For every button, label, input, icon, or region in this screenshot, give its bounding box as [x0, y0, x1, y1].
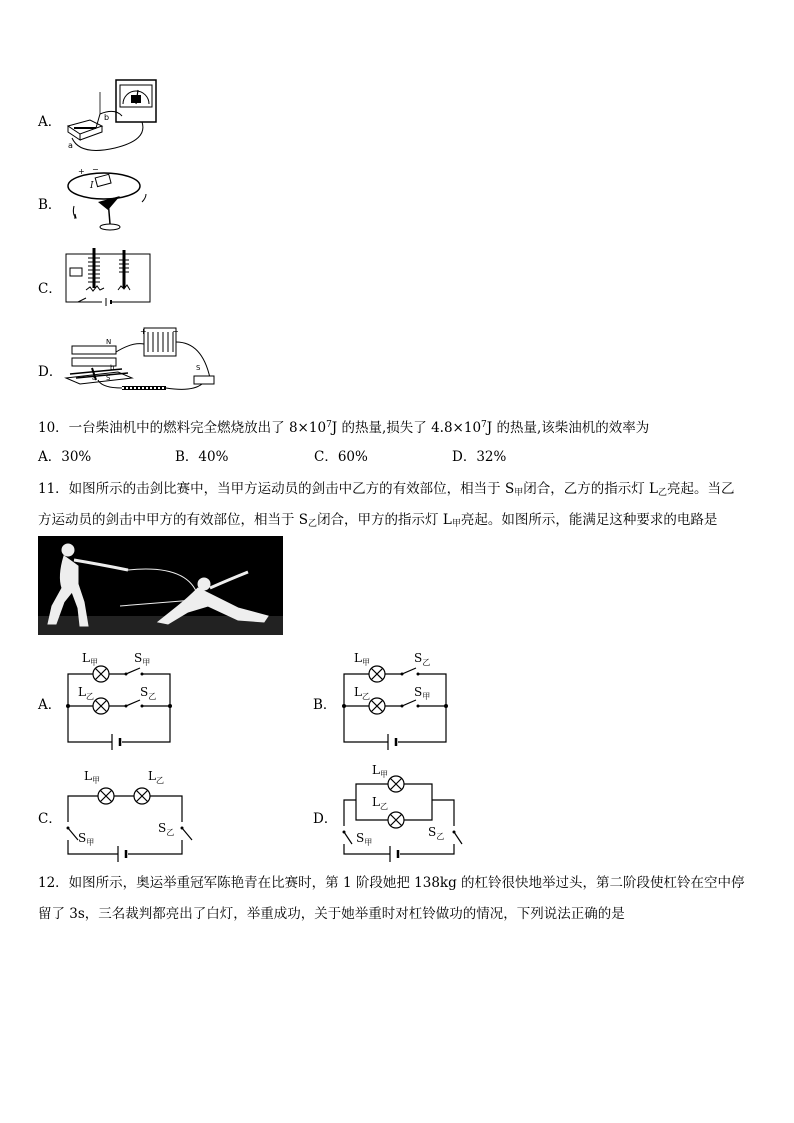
q10-stem: 10．一台柴油机中的燃料完全燃烧放出了 $8\times 10^7J$ 的热量,损失了 $4.8\times 10^7J$ 的热量,该柴油机的效率为: [38, 420, 650, 436]
c-S1: S: [78, 831, 87, 845]
svg-text:S甲: [78, 831, 94, 847]
a-L2: L: [78, 685, 86, 699]
q11-option-c-label: C．: [38, 811, 62, 827]
d-L2-sub: 乙: [379, 802, 388, 811]
fencing-photo: [38, 536, 283, 635]
q12-stem-line1: 12．如图所示，奥运举重冠军陈艳青在比赛时，第 1 阶段她把 138kg 的杠铃很快地举过头，第二阶段使杠铃在空中停: [38, 875, 745, 891]
circuit-b[interactable]: [342, 648, 452, 746]
fig-a-label-a: a: [68, 141, 73, 150]
b-L2-sub: 乙: [361, 692, 370, 701]
q11-stem-line2: 方运动员的剑击中甲方的有效部位，相当于 $S_乙$闭合，甲方的指示灯 $L_甲$亮起。如图所示，能满足这种要求的电路是: [38, 512, 718, 529]
d-S2-sub: 乙: [436, 832, 445, 841]
b-L1: L: [354, 651, 362, 665]
b-S1: S: [414, 651, 423, 665]
d-L1-sub: 甲: [379, 770, 388, 779]
q12-stem-line2: 留了 3s，三名裁判都亮出了白灯，举重成功，关于她举重时对杠铃做功的情况，下列说法正确的是: [38, 906, 625, 922]
c-S2-sub: 乙: [166, 828, 175, 837]
fig-d-S: S: [106, 374, 111, 382]
a-S2: S: [140, 685, 149, 699]
q9-option-d-label: D．: [38, 364, 63, 380]
q10-choice-d[interactable]: D．32%: [452, 449, 507, 465]
a-S2-sub: 乙: [148, 692, 157, 701]
fig-b-current: I: [90, 181, 94, 191]
a-L2-sub: 乙: [85, 692, 94, 701]
q11-option-d-label: D．: [313, 811, 338, 827]
q9-option-a-label: A．: [38, 114, 62, 130]
d-S1-sub: 甲: [364, 838, 373, 847]
svg-text:S甲: [414, 685, 430, 701]
svg-text:S甲: [134, 651, 150, 667]
b-L2: L: [354, 685, 362, 699]
q9-figure-a: [60, 78, 160, 156]
fig-d-minus: −: [172, 327, 179, 336]
d-L2: L: [372, 795, 380, 809]
q11-stem-line1: 11．如图所示的击剑比赛中，当甲方运动员的剑击中乙方的有效部位，相当于 $S_甲$闭合，乙方的指示灯 $L_乙$亮起。当乙: [38, 481, 735, 498]
fig-b-minus: −: [92, 165, 99, 174]
svg-text:L甲: [354, 651, 370, 667]
svg-text:L甲: [82, 651, 98, 667]
q10-choice-a[interactable]: A．30%: [38, 449, 92, 465]
q9-figure-c: [62, 246, 154, 314]
c-L1-sub: 甲: [91, 776, 100, 785]
svg-text:S乙: [428, 825, 444, 841]
svg-text:L乙: [78, 685, 94, 701]
c-S1-sub: 甲: [86, 838, 95, 847]
c-S2: S: [158, 821, 167, 835]
c-L2-sub: 乙: [155, 776, 164, 785]
svg-text:S乙: [414, 651, 430, 667]
b-S2: S: [414, 685, 423, 699]
fig-d-switch: S: [196, 364, 201, 372]
circuit-d[interactable]: [342, 762, 466, 864]
svg-text:L乙: [354, 685, 370, 701]
fig-d-plus: +: [140, 327, 147, 336]
d-S1: S: [356, 831, 365, 845]
b-L1-sub: 甲: [361, 658, 370, 667]
q9-figure-d: [62, 322, 222, 402]
q9-option-c-label: C．: [38, 281, 62, 297]
svg-text:S乙: [140, 685, 156, 701]
svg-text:S甲: [356, 831, 372, 847]
q9-option-b-label: B．: [38, 197, 62, 213]
q10-choice-c[interactable]: C．60%: [314, 449, 368, 465]
svg-text:S乙: [158, 821, 174, 837]
fig-b-plus: +: [78, 167, 85, 176]
c-L1: L: [84, 769, 92, 783]
a-L1: L: [82, 651, 90, 665]
a-S1-sub: 甲: [142, 658, 151, 667]
fig-a-label-b: b: [104, 113, 110, 122]
circuit-a[interactable]: [66, 648, 176, 746]
svg-text:L乙: [148, 769, 164, 785]
q10-choice-b[interactable]: B．40%: [175, 449, 229, 465]
fig-d-a: a: [92, 374, 97, 382]
d-L1: L: [372, 763, 380, 777]
c-L2: L: [148, 769, 156, 783]
a-S1: S: [134, 651, 143, 665]
b-S2-sub: 甲: [422, 692, 431, 701]
fig-d-b: b: [110, 364, 115, 372]
fig-d-N: N: [106, 338, 112, 346]
b-S1-sub: 乙: [422, 658, 431, 667]
q11-option-a-label: A．: [38, 697, 62, 713]
svg-text:L甲: [372, 763, 388, 779]
circuit-c[interactable]: [66, 766, 190, 864]
q11-option-b-label: B．: [313, 697, 337, 713]
d-S2: S: [428, 825, 437, 839]
svg-text:L甲: [84, 769, 100, 785]
q9-figure-b: [62, 166, 158, 234]
svg-text:L乙: [372, 795, 388, 811]
a-L1-sub: 甲: [89, 658, 98, 667]
